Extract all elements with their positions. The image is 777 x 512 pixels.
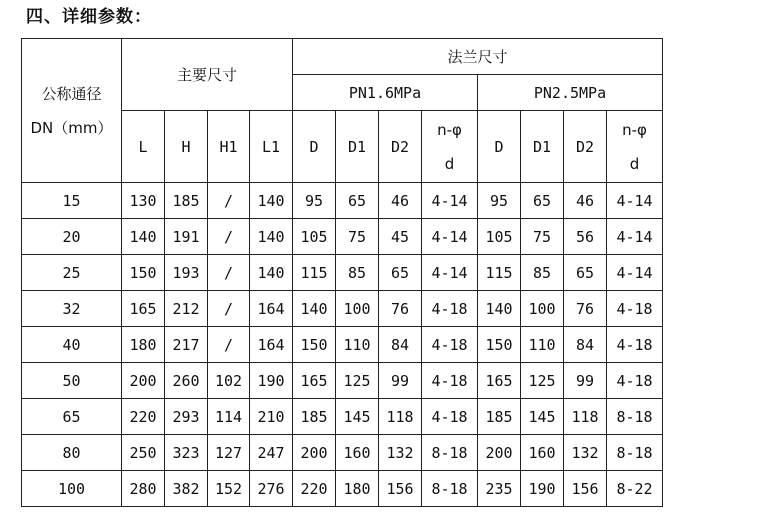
section-title: 四、详细参数： bbox=[26, 7, 152, 27]
table-cell: 200 bbox=[122, 363, 165, 399]
table-cell: 65 bbox=[379, 255, 422, 291]
col-header-H1: H1 bbox=[208, 111, 250, 183]
table-cell: 4-14 bbox=[422, 183, 478, 219]
table-cell: 260 bbox=[165, 363, 208, 399]
table-cell: 105 bbox=[293, 219, 336, 255]
table-cell: 65 bbox=[336, 183, 379, 219]
table-cell: 156 bbox=[379, 471, 422, 507]
dn-cell: 15 bbox=[22, 183, 122, 219]
table-cell: 125 bbox=[521, 363, 564, 399]
table-cell: 118 bbox=[379, 399, 422, 435]
dn-header-line1: 公称通径 bbox=[41, 84, 102, 103]
table-row bbox=[22, 291, 663, 327]
dn-cell: 32 bbox=[22, 291, 122, 327]
table-cell: 65 bbox=[564, 255, 607, 291]
col-header-L: L bbox=[122, 111, 165, 183]
table-cell: 8-18 bbox=[607, 435, 663, 471]
table-cell: 4-18 bbox=[422, 363, 478, 399]
dn-cell: 100 bbox=[22, 471, 122, 507]
flange-dimensions-header: 法兰尺寸 bbox=[293, 39, 663, 75]
table-cell: 185 bbox=[293, 399, 336, 435]
table-cell: 180 bbox=[336, 471, 379, 507]
nphi-top: n-φ bbox=[437, 120, 462, 139]
table-row bbox=[22, 219, 663, 255]
table-cell: 76 bbox=[564, 291, 607, 327]
table-cell: 4-14 bbox=[607, 183, 663, 219]
table-cell: 145 bbox=[521, 399, 564, 435]
table-cell: 382 bbox=[165, 471, 208, 507]
table-cell: / bbox=[208, 291, 250, 327]
col-header-pn25-D: D bbox=[478, 111, 521, 183]
table-cell: 99 bbox=[564, 363, 607, 399]
table-cell: 140 bbox=[478, 291, 521, 327]
table-cell: 100 bbox=[336, 291, 379, 327]
table-cell: 145 bbox=[336, 399, 379, 435]
nphi-top: n-φ bbox=[622, 120, 647, 139]
table-cell: 4-18 bbox=[422, 399, 478, 435]
table-cell: 140 bbox=[250, 183, 293, 219]
table-cell: 99 bbox=[379, 363, 422, 399]
table-cell: 84 bbox=[564, 327, 607, 363]
table-cell: 4-14 bbox=[607, 255, 663, 291]
nphi-bottom: d bbox=[629, 154, 640, 173]
table-cell: 185 bbox=[165, 183, 208, 219]
table-cell: 200 bbox=[293, 435, 336, 471]
col-header-pn25-D2: D2 bbox=[564, 111, 607, 183]
table-cell: 150 bbox=[293, 327, 336, 363]
table-cell: 280 bbox=[122, 471, 165, 507]
col-header-pn16-D2: D2 bbox=[379, 111, 422, 183]
table-row bbox=[22, 435, 663, 471]
table-cell: 75 bbox=[336, 219, 379, 255]
table-row bbox=[22, 363, 663, 399]
table-cell: 212 bbox=[165, 291, 208, 327]
table-cell: 150 bbox=[122, 255, 165, 291]
table-cell: 217 bbox=[165, 327, 208, 363]
table-cell: 4-18 bbox=[607, 363, 663, 399]
table-cell: 45 bbox=[379, 219, 422, 255]
table-cell: 4-14 bbox=[422, 255, 478, 291]
table-cell: 115 bbox=[293, 255, 336, 291]
col-header-pn16-D1: D1 bbox=[336, 111, 379, 183]
dn-cell: 80 bbox=[22, 435, 122, 471]
nphi-bottom: d bbox=[444, 154, 455, 173]
table-cell: 75 bbox=[521, 219, 564, 255]
col-header-pn25-D1: D1 bbox=[521, 111, 564, 183]
table-cell: 132 bbox=[564, 435, 607, 471]
table-cell: 323 bbox=[165, 435, 208, 471]
table-cell: 4-18 bbox=[607, 327, 663, 363]
table-cell: 8-18 bbox=[422, 435, 478, 471]
table-cell: 140 bbox=[293, 291, 336, 327]
table-cell: 115 bbox=[478, 255, 521, 291]
table-cell: 56 bbox=[564, 219, 607, 255]
table-cell: 220 bbox=[293, 471, 336, 507]
table-cell: 220 bbox=[122, 399, 165, 435]
table-cell: 95 bbox=[478, 183, 521, 219]
main-dimensions-header: 主要尺寸 bbox=[122, 39, 293, 111]
table-cell: 140 bbox=[250, 255, 293, 291]
table-cell: 46 bbox=[379, 183, 422, 219]
table-row bbox=[22, 327, 663, 363]
table-cell: 4-18 bbox=[422, 327, 478, 363]
table-cell: / bbox=[208, 183, 250, 219]
table-cell: 165 bbox=[478, 363, 521, 399]
table-cell: 247 bbox=[250, 435, 293, 471]
table-cell: 95 bbox=[293, 183, 336, 219]
table-cell: 65 bbox=[521, 183, 564, 219]
table-cell: 110 bbox=[336, 327, 379, 363]
table-row bbox=[22, 183, 663, 219]
table-cell: 150 bbox=[478, 327, 521, 363]
dn-cell: 20 bbox=[22, 219, 122, 255]
table-cell: 276 bbox=[250, 471, 293, 507]
table-cell: 235 bbox=[478, 471, 521, 507]
table-cell: 46 bbox=[564, 183, 607, 219]
col-header-pn16-nphid bbox=[422, 111, 478, 183]
table-cell: 125 bbox=[336, 363, 379, 399]
table-cell: 4-14 bbox=[607, 219, 663, 255]
table-cell: 160 bbox=[521, 435, 564, 471]
dn-header-line2: DN（mm） bbox=[30, 118, 113, 137]
table-cell: 164 bbox=[250, 327, 293, 363]
table-cell: 185 bbox=[478, 399, 521, 435]
table-cell: 140 bbox=[250, 219, 293, 255]
table-row bbox=[22, 255, 663, 291]
parameter-table bbox=[21, 38, 663, 507]
table-row bbox=[22, 399, 663, 435]
table-cell: 193 bbox=[165, 255, 208, 291]
table-cell: 152 bbox=[208, 471, 250, 507]
table-cell: 191 bbox=[165, 219, 208, 255]
pn16-header: PN1.6MPa bbox=[293, 75, 478, 111]
table-row bbox=[22, 471, 663, 507]
dn-cell: 50 bbox=[22, 363, 122, 399]
pn25-header: PN2.5MPa bbox=[478, 75, 663, 111]
table-cell: 190 bbox=[250, 363, 293, 399]
table-cell: 180 bbox=[122, 327, 165, 363]
table-cell: 165 bbox=[122, 291, 165, 327]
table-cell: 132 bbox=[379, 435, 422, 471]
table-cell: 102 bbox=[208, 363, 250, 399]
col-header-pn16-D: D bbox=[293, 111, 336, 183]
table-cell: 118 bbox=[564, 399, 607, 435]
dn-header-cell bbox=[22, 39, 122, 183]
table-cell: 200 bbox=[478, 435, 521, 471]
table-cell: 164 bbox=[250, 291, 293, 327]
table-body bbox=[22, 183, 663, 507]
table-cell: 165 bbox=[293, 363, 336, 399]
table-cell: 210 bbox=[250, 399, 293, 435]
table-cell: / bbox=[208, 255, 250, 291]
table-cell: 127 bbox=[208, 435, 250, 471]
table-cell: 140 bbox=[122, 219, 165, 255]
col-header-H: H bbox=[165, 111, 208, 183]
table-cell: 114 bbox=[208, 399, 250, 435]
table-cell: 8-18 bbox=[607, 399, 663, 435]
table-cell: 100 bbox=[521, 291, 564, 327]
dn-cell: 65 bbox=[22, 399, 122, 435]
col-header-pn25-nphid bbox=[607, 111, 663, 183]
table-cell: 190 bbox=[521, 471, 564, 507]
table-cell: 110 bbox=[521, 327, 564, 363]
table-cell: 84 bbox=[379, 327, 422, 363]
table-cell: 250 bbox=[122, 435, 165, 471]
table-cell: 160 bbox=[336, 435, 379, 471]
table-cell: 105 bbox=[478, 219, 521, 255]
table-cell: 85 bbox=[336, 255, 379, 291]
table-cell: 156 bbox=[564, 471, 607, 507]
table-cell: 4-18 bbox=[607, 291, 663, 327]
dn-cell: 40 bbox=[22, 327, 122, 363]
col-header-L1: L1 bbox=[250, 111, 293, 183]
table-cell: 8-22 bbox=[607, 471, 663, 507]
table-cell: 85 bbox=[521, 255, 564, 291]
table-cell: 4-14 bbox=[422, 219, 478, 255]
table-cell: 8-18 bbox=[422, 471, 478, 507]
table-cell: / bbox=[208, 327, 250, 363]
dn-cell: 25 bbox=[22, 255, 122, 291]
table-cell: 130 bbox=[122, 183, 165, 219]
table-cell: 293 bbox=[165, 399, 208, 435]
table-cell: 76 bbox=[379, 291, 422, 327]
table-cell: / bbox=[208, 219, 250, 255]
table-cell: 4-18 bbox=[422, 291, 478, 327]
